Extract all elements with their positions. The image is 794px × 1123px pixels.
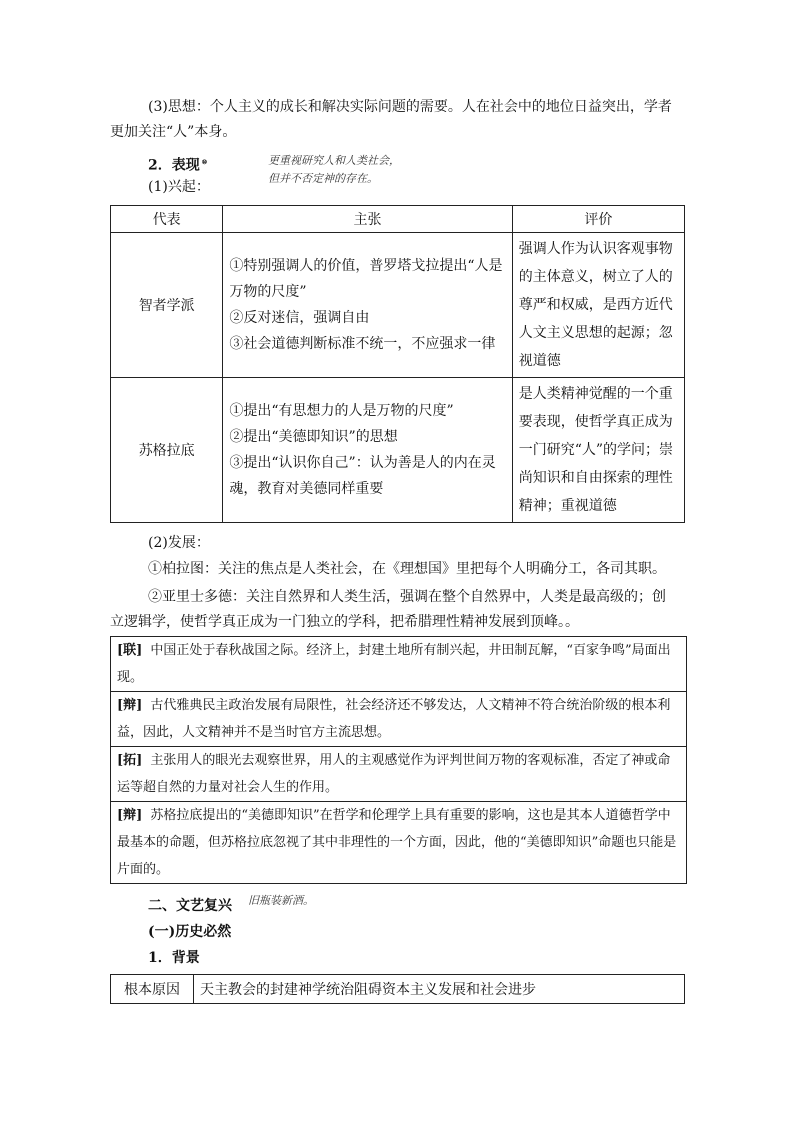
note-text: 中国正处于春秋战国之际。经济上，封建土地所有制兴起，井田制瓦解，“百家争鸣”局面出现。 (117, 643, 671, 685)
notes-box (110, 636, 687, 884)
note-item (111, 747, 686, 802)
root-cause-key: 根本原因 (111, 975, 194, 1004)
claim-item: ①特别强调人的价值，普罗塔戈拉提出“人是万物的尺度” (229, 258, 503, 300)
note-text: 苏格拉底提出的“美德即知识”在哲学和伦理学上具有重要的影响，这也是其本人道德哲学中最基本的命题，但苏格拉底忽视了其中非理性的一个方面，因此，他的“美德即知识”命题也只能是片面的。 (117, 808, 677, 877)
note-tag: [辩] (117, 698, 143, 713)
handwritten-note-2: 旧瓶装新酒。 (248, 894, 314, 907)
note-tag: [辩] (117, 808, 143, 823)
table-header-row (111, 206, 685, 233)
footnote-marker-icon: ⑩ (201, 159, 208, 166)
aristotle-line-2: 立逻辑学，使哲学真正成为一门独立的学科，把希腊理性精神发展到顶峰。。 (110, 614, 579, 630)
rep-cell: 苏格拉底 (111, 378, 223, 523)
header-claims: 主张 (223, 206, 512, 233)
handwritten-note-1-line-2: 但并不否定神的存在。 (268, 172, 378, 185)
header-evaluation: 评价 (512, 206, 684, 233)
note-text: 古代雅典民主政治发展有局限性，社会经济还不够发达，人文精神不符合统治阶级的根本利益，因此，人文精神并不是当时官方主流思想。 (117, 698, 671, 740)
thought-line-2: 更加关注“人”本身。 (110, 124, 237, 140)
evaluation-cell: 是人类精神觉醒的一个重要表现，使哲学真正成为一门研究“人”的学问；崇尚知识和自由探索的理性精神；重视道德 (512, 378, 684, 523)
note-text: 主张用人的眼光去观察世界，用人的主观感觉作为评判世间万物的客观标准，否定了神或命运等超自然的力量对社会人生的作用。 (117, 753, 671, 795)
note-tag: [联] (117, 643, 143, 658)
development-heading: (2)发展： (148, 535, 210, 551)
rep-cell: 智者学派 (111, 233, 223, 378)
claims-cell (223, 233, 512, 378)
claim-item: ①提出“有思想力的人是万物的尺度” (229, 403, 454, 419)
claims-cell (223, 378, 512, 523)
table-row (111, 378, 685, 523)
aristotle-line-1: ②亚里士多德：关注自然界和人类生活，强调在整个自然界中，人类是最高级的；创 (148, 589, 666, 605)
claim-item: ②提出“美德即知识”的思想 (229, 429, 398, 445)
header-rep: 代表 (111, 206, 223, 233)
note-item (111, 802, 686, 883)
claim-item: ③提出“认识你自己”：认为善是人的内在灵魂，教育对美德同样重要 (229, 455, 496, 497)
table-row (111, 233, 685, 378)
heading-xingqi: (1)兴起： (148, 179, 210, 195)
note-item (111, 637, 686, 692)
heading-biaoxian (148, 153, 207, 176)
representatives-table (110, 205, 685, 523)
renaissance-heading: 二、文艺复兴 (148, 898, 232, 914)
claim-item: ③社会道德判断标准不统一，不应强求一律 (229, 336, 496, 352)
heading-biaoxian-text: 2．表现 (148, 157, 200, 174)
evaluation-cell: 强调人作为认识客观事物的主体意义，树立了人的尊严和权威，是西方近代人文主义思想的起源；忽视道德 (512, 233, 684, 378)
history-inevitable-heading: (一)历史必然 (148, 924, 232, 940)
plato-line: ①柏拉图：关注的焦点是人类社会，在《理想国》里把每个人明确分工，各司其职。 (148, 561, 666, 577)
root-cause-value: 天主教会的封建神学统治阻碍资本主义发展和社会进步 (194, 975, 685, 1004)
table-row (111, 975, 685, 1004)
claim-item: ②反对迷信，强调自由 (229, 310, 370, 326)
background-table (110, 974, 685, 1004)
background-heading: 1．背景 (148, 950, 200, 966)
thought-line-1: (3)思想：个人主义的成长和解决实际问题的需要。人在社会中的地位日益突出，学者 (148, 99, 672, 115)
handwritten-note-1-line-1: 更重视研究人和人类社会， (268, 154, 400, 167)
note-item (111, 692, 686, 747)
note-tag: [拓] (117, 753, 143, 768)
